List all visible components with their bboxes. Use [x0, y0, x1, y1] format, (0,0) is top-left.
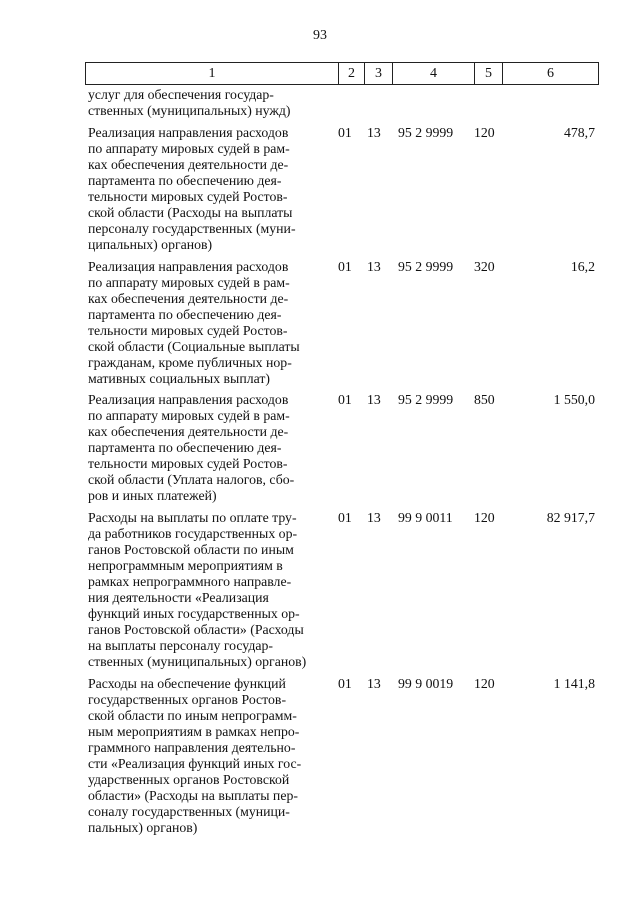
- text-line: функций иных государственных ор-: [88, 606, 300, 621]
- table-header: [85, 62, 599, 85]
- amount: 16,2: [570, 259, 595, 274]
- text-line: гражданам, кроме публичных нор-: [88, 355, 292, 370]
- text-line: ным мероприятиям в рамках непро-: [88, 724, 300, 739]
- amount: 1 550,0: [553, 392, 595, 407]
- target-article-code: 95 2 9999: [398, 392, 454, 407]
- text-line: Реализация направления расходов: [88, 392, 289, 407]
- column-header-1: 1: [208, 66, 216, 81]
- text-line: ципальных) органов): [88, 237, 213, 252]
- text-line: тельности мировых судей Ростов-: [88, 456, 288, 471]
- text-line: государственных органов Ростов-: [88, 692, 287, 707]
- subsection-code: 13: [367, 125, 381, 140]
- text-line: ской области (Социальные выплаты: [88, 339, 300, 354]
- subsection-code: 13: [367, 676, 381, 691]
- expense-type-code: 120: [474, 125, 495, 140]
- amount: 1 141,8: [553, 676, 595, 691]
- text-line: ках обеспечения деятельности де-: [88, 291, 289, 306]
- text-line: ской области (Расходы на выплаты: [88, 205, 293, 220]
- text-line: на выплаты персоналу государ-: [88, 638, 273, 653]
- section-code: 01: [338, 125, 352, 140]
- text-line: партамента по обеспечению дея-: [88, 307, 282, 322]
- row-description: [88, 676, 332, 836]
- text-line: по аппарату мировых судей в рам-: [88, 141, 290, 156]
- target-article-code: 95 2 9999: [398, 259, 454, 274]
- text-line: ров и иных платежей): [88, 488, 217, 503]
- expense-type-code: 120: [474, 676, 495, 691]
- text-line: Реализация направления расходов: [88, 259, 289, 274]
- row-description: [88, 125, 332, 253]
- text-line: Расходы на выплаты по оплате тру-: [88, 510, 297, 525]
- column-header-4: 4: [392, 63, 474, 84]
- text-line: мативных социальных выплат): [88, 371, 270, 386]
- row-description: [88, 510, 332, 670]
- section-code: 01: [338, 392, 352, 407]
- row-description: [88, 392, 332, 504]
- page-number: 93: [313, 28, 327, 43]
- text-line: ственных (муниципальных) нужд): [88, 103, 291, 118]
- text-line: граммного направления деятельно-: [88, 740, 296, 755]
- target-article-code: 99 9 0011: [398, 510, 453, 525]
- text-line: да работников государственных ор-: [88, 526, 298, 541]
- text-line: пальных) органов): [88, 820, 198, 835]
- target-article-code: 99 9 0019: [398, 676, 454, 691]
- text-line: ганов Ростовской области по иным: [88, 542, 294, 557]
- text-line: персоналу государственных (муни-: [88, 221, 296, 236]
- text-line: по аппарату мировых судей в рам-: [88, 408, 290, 423]
- text-line: ской области по иным непрограмм-: [88, 708, 297, 723]
- subsection-code: 13: [367, 392, 381, 407]
- text-line: Реализация направления расходов: [88, 125, 289, 140]
- text-line: области» (Расходы на выплаты пер-: [88, 788, 298, 803]
- text-line: услуг для обеспечения государ-: [88, 87, 274, 102]
- continuation-text: [88, 87, 332, 119]
- expense-type-code: 850: [474, 392, 495, 407]
- text-line: непрограммным мероприятиям в: [88, 558, 283, 573]
- text-line: ударственных органов Ростовской: [88, 772, 290, 787]
- text-line: ния деятельности «Реализация: [88, 590, 269, 605]
- target-article-code: 95 2 9999: [398, 125, 454, 140]
- section-code: 01: [338, 510, 352, 525]
- expense-type-code: 320: [474, 259, 495, 274]
- section-code: 01: [338, 676, 352, 691]
- column-header-6: 6: [502, 63, 598, 84]
- text-line: партамента по обеспечению дея-: [88, 440, 282, 455]
- text-line: ках обеспечения деятельности де-: [88, 424, 289, 439]
- subsection-code: 13: [367, 259, 381, 274]
- column-header-3: 3: [364, 63, 392, 84]
- text-line: соналу государственных (муници-: [88, 804, 290, 819]
- column-header-5: 5: [474, 63, 502, 84]
- amount: 82 917,7: [546, 510, 595, 525]
- column-header-2: 2: [338, 63, 364, 84]
- text-line: партамента по обеспечению дея-: [88, 173, 282, 188]
- text-line: Расходы на обеспечение функций: [88, 676, 286, 691]
- text-line: ственных (муниципальных) органов): [88, 654, 307, 669]
- text-line: рамках непрограммного направле-: [88, 574, 292, 589]
- row-description: [88, 259, 332, 387]
- text-line: тельности мировых судей Ростов-: [88, 323, 288, 338]
- text-line: ках обеспечения деятельности де-: [88, 157, 289, 172]
- amount: 478,7: [563, 125, 595, 140]
- expense-type-code: 120: [474, 510, 495, 525]
- text-line: тельности мировых судей Ростов-: [88, 189, 288, 204]
- text-line: ской области (Уплата налогов, сбо-: [88, 472, 295, 487]
- subsection-code: 13: [367, 510, 381, 525]
- section-code: 01: [338, 259, 352, 274]
- text-line: ганов Ростовской области» (Расходы: [88, 622, 304, 637]
- text-line: сти «Реализация функций иных гос-: [88, 756, 302, 771]
- text-line: по аппарату мировых судей в рам-: [88, 275, 290, 290]
